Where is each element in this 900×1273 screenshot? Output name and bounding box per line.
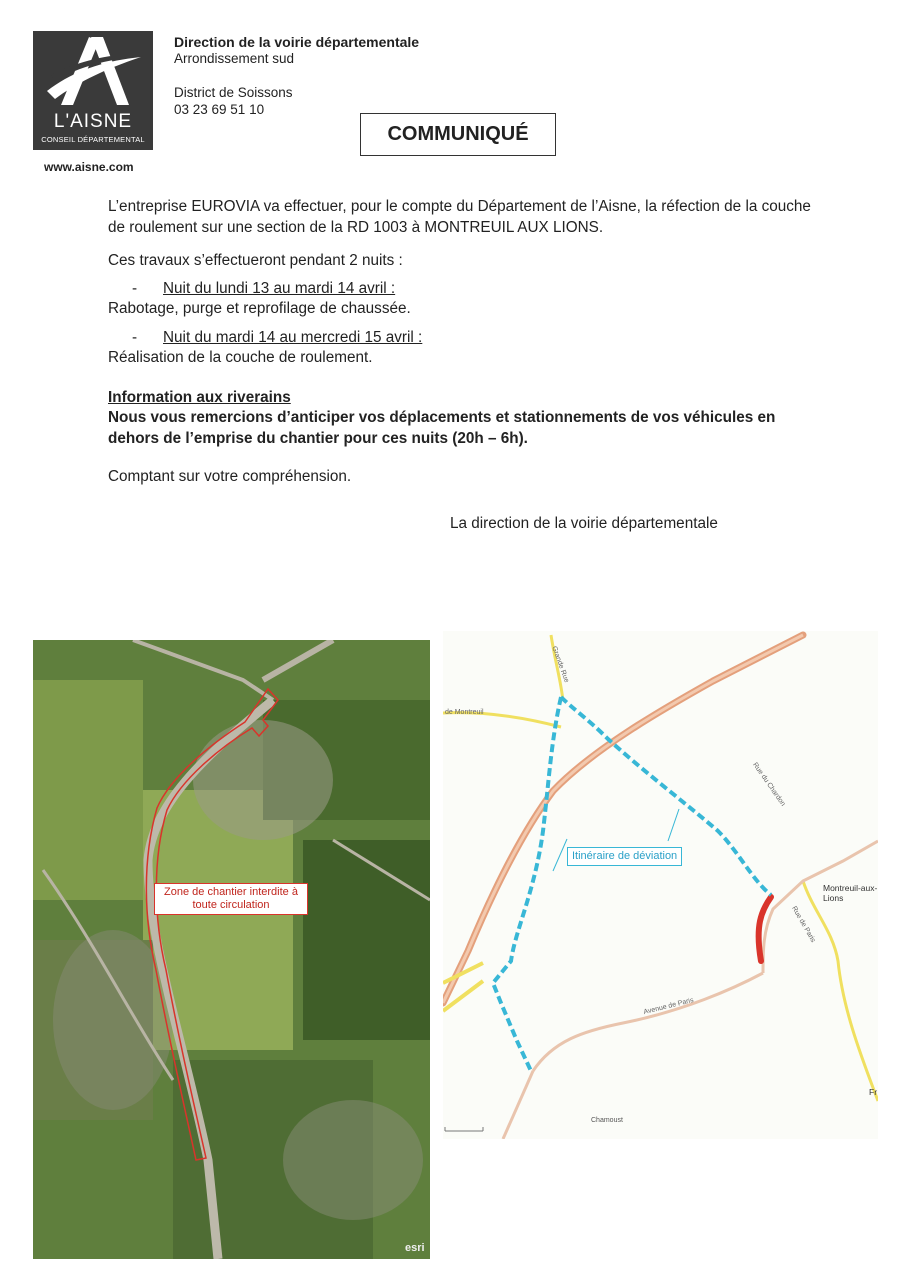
aerial-map: [33, 640, 430, 1259]
night-2-description: Réalisation de la couche de roulement.: [108, 349, 373, 366]
signature: La direction de la voirie départementale: [450, 515, 718, 532]
closing-line: Comptant sur votre compréhension.: [108, 468, 352, 485]
town-label: Montreuil-aux-: [823, 883, 878, 893]
town-label-line2: Lions: [823, 893, 844, 903]
aisne-logo-mark-icon: [33, 31, 153, 111]
info-text: Nous vous remercions d’anticiper vos déplacements et stationnements de vos véhicules en dehors de l’emprise du chantier pour ces nuits (20h – 6h).: [108, 409, 776, 447]
street-label: Avenue de Paris: [642, 996, 695, 1017]
page-title: COMMUNIQUÉ: [360, 113, 556, 156]
night-2-title: Nuit du mardi 14 au mercredi 15 avril :: [163, 329, 423, 346]
street-label: Grande Rue: [550, 645, 570, 684]
aisne-logo: [33, 31, 153, 150]
arrondissement: Arrondissement sud: [174, 51, 295, 66]
street-label: Rue du Chardon: [751, 761, 787, 808]
intro-paragraph: L’entreprise EUROVIA va effectuer, pour le compte du Département de l’Aisne, la réfection de la couche de roulement sur une section de la RD 1003 à MONTREUIL AUX LIONS.: [108, 198, 811, 236]
logo-name: L'AISNE: [53, 111, 133, 132]
street-label: de Montreuil: [445, 709, 484, 716]
night-2-dash: -: [132, 329, 138, 346]
website-link[interactable]: www.aisne.com: [44, 160, 134, 174]
street-label: Rue de Paris: [790, 905, 817, 944]
detour-plan-map: [443, 631, 878, 1139]
phone-number: 03 23 69 51 10: [174, 102, 265, 117]
logo-subtitle: CONSEIL DÉPARTEMENTAL: [41, 135, 145, 144]
nights-intro: Ces travaux s’effectueront pendant 2 nuits :: [108, 252, 403, 269]
night-1-description: Rabotage, purge et reprofilage de chaussée.: [108, 300, 411, 317]
chamoust-label: Chamoust: [591, 1117, 623, 1124]
info-title: Information aux riverains: [108, 389, 291, 406]
detour-label: Itinéraire de déviation: [567, 847, 682, 866]
aerial-photo: [33, 640, 430, 1259]
map-credit: esri: [405, 1242, 425, 1254]
district: District de Soissons: [174, 85, 293, 100]
night-1-dash: -: [132, 280, 138, 297]
night-1-title: Nuit du lundi 13 au mardi 14 avril :: [163, 280, 396, 297]
department-name: Direction de la voirie départementale: [174, 34, 420, 50]
plan-map-drawing: [443, 631, 878, 1139]
work-zone-label: Zone de chantier interdite à toute circulation: [154, 883, 308, 915]
edge-label: Fr: [869, 1087, 878, 1097]
